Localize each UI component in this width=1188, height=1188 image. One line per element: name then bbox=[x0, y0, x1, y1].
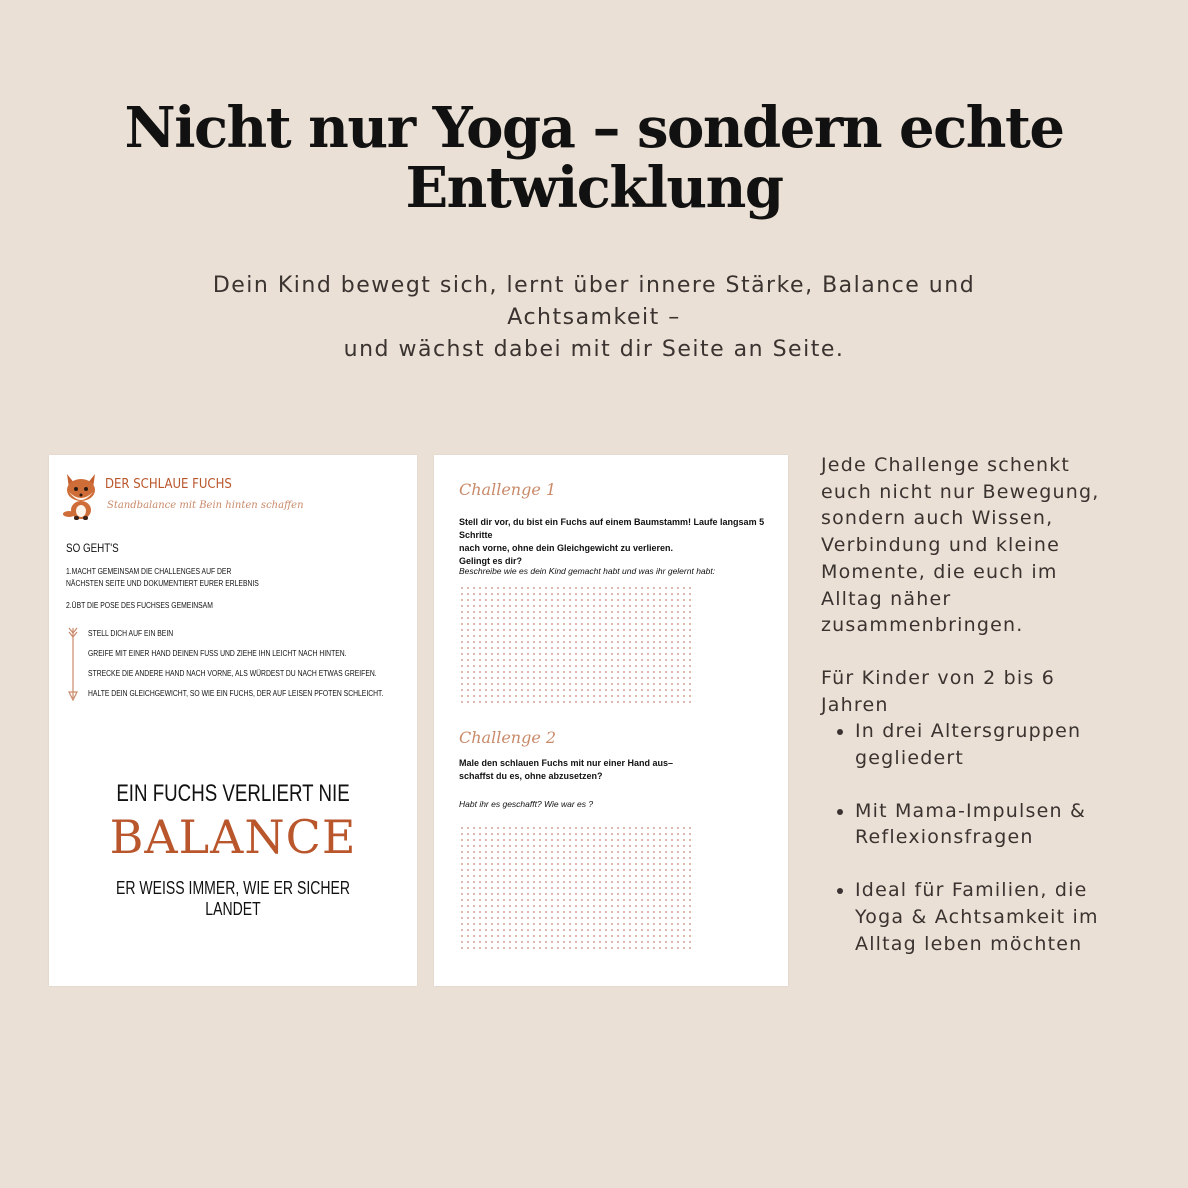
intro-line: Verbindung und kleine bbox=[821, 534, 1061, 557]
challenge-1-line-2: nach vorne, ohne dein Gleichgewicht zu verlieren. bbox=[459, 543, 674, 553]
feature-text: Reflexionsfragen bbox=[855, 826, 1034, 849]
headline-line-2: Entwicklung bbox=[405, 155, 783, 221]
challenge-2-prompt: Habt ihr es geschafft? Wie war es ? bbox=[459, 799, 594, 809]
challenge-2-line-1: Male den schlauen Fuchs mit nur einer Hand aus– bbox=[459, 758, 674, 768]
age-range bbox=[821, 665, 1161, 718]
headline-line-1: Nicht nur Yoga – sondern echte bbox=[124, 95, 1064, 161]
worksheet-page-1 bbox=[49, 455, 417, 986]
brand-title: DER SCHLAUE FUCHS bbox=[105, 477, 232, 492]
feature-text: • In drei Altersgruppen bbox=[855, 720, 1082, 743]
challenge-2-dot-grid bbox=[459, 825, 695, 950]
feature-text: • Mit Mama-Impulsen & bbox=[855, 799, 1086, 822]
intro-line: Jede Challenge schenkt bbox=[821, 454, 1071, 476]
instruction-4: HALTE DEIN GLEICHGEWICHT, SO WIE EIN FUCHS, DER AUF LEISEN PFOTEN SCHLEICHT. bbox=[88, 689, 384, 698]
step-1 bbox=[66, 566, 259, 590]
step-2: 2.ÜBT DIE POSE DES FUCHSES GEMEINSAM bbox=[66, 601, 213, 610]
instruction-3: STRECKE DIE ANDERE HAND NACH VORNE, ALS WÜRDEST DU NACH ETWAS GREIFEN. bbox=[88, 669, 377, 678]
tagline-bottom: ER WEISS IMMER, WIE ER SICHER LANDET bbox=[115, 878, 351, 919]
intro-line: sondern auch Wissen, bbox=[821, 507, 1054, 530]
arrow-decoration-icon bbox=[67, 626, 79, 702]
challenge-1-line-3: Gelingt es dir? bbox=[459, 556, 523, 566]
tagline-balance: BALANCE bbox=[109, 810, 357, 864]
feature-item bbox=[855, 877, 1161, 957]
challenge-2-line-2: schaffst du es, ohne abzusetzen? bbox=[459, 771, 603, 781]
challenge-1-prompt: Beschreibe wie es dein Kind gemacht habt und was ihr gelernt habt: bbox=[459, 566, 716, 576]
how-to-title: SO GEHT'S bbox=[66, 541, 119, 555]
fox-illustration bbox=[61, 470, 101, 520]
age-line-1: Für Kinder von 2 bis 6 bbox=[821, 666, 1056, 689]
challenge-1-dot-grid bbox=[459, 585, 695, 707]
tagline-top: EIN FUCHS VERLIERT NIE bbox=[116, 780, 350, 807]
challenge-2-task bbox=[459, 757, 779, 783]
worksheet-page-2 bbox=[434, 455, 788, 986]
feature-item bbox=[855, 718, 1161, 771]
challenge-2-title: Challenge 2 bbox=[459, 728, 557, 747]
instruction-2: GREIFE MIT EINER HAND DEINEN FUSS UND ZIEHE IHN LEICHT NACH HINTEN. bbox=[88, 649, 347, 658]
feature-item bbox=[855, 798, 1161, 851]
intro-line: zusammenbringen. bbox=[821, 614, 1024, 637]
feature-text: gegliedert bbox=[855, 747, 965, 770]
age-line-2: Jahren bbox=[821, 693, 889, 716]
feature-text: Yoga & Achtsamkeit im bbox=[855, 905, 1099, 928]
intro-line: Momente, die euch im bbox=[821, 560, 1058, 583]
challenge-1-line-1: Stell dir vor, du bist ein Fuchs auf einem Baumstamm! Laufe langsam 5 Schritte bbox=[459, 517, 765, 540]
intro-line: euch nicht nur Bewegung, bbox=[821, 480, 1100, 503]
instruction-1: STELL DICH AUF EIN BEIN bbox=[88, 629, 174, 638]
feature-list bbox=[821, 718, 1161, 957]
subheadline-line-3: und wächst dabei mit dir Seite an Seite. bbox=[343, 337, 845, 362]
brand-subtitle: Standbalance mit Bein hinten schaffen bbox=[107, 500, 304, 511]
intro-paragraph bbox=[821, 452, 1161, 639]
subheadline bbox=[140, 270, 1048, 366]
feature-text: • Ideal für Familien, die bbox=[855, 879, 1088, 902]
step-1-line-2: NÄCHSTEN SEITE UND DOKUMENTIERT EURER ERLEBNIS bbox=[66, 579, 259, 588]
step-1-line-1: 1.MACHT GEMEINSAM DIE CHALLENGES AUF DER bbox=[66, 567, 232, 576]
subheadline-line-2: Achtsamkeit – bbox=[507, 305, 681, 330]
feature-text: Alltag leben möchten bbox=[855, 932, 1083, 955]
subheadline-line-1: Dein Kind bewegt sich, lernt über innere Stärke, Balance und bbox=[212, 273, 976, 298]
headline bbox=[0, 95, 1188, 221]
intro-line: Alltag näher bbox=[821, 587, 952, 610]
challenge-1-task bbox=[459, 516, 789, 568]
feature-description bbox=[821, 452, 1161, 983]
challenge-1-title: Challenge 1 bbox=[459, 480, 557, 499]
